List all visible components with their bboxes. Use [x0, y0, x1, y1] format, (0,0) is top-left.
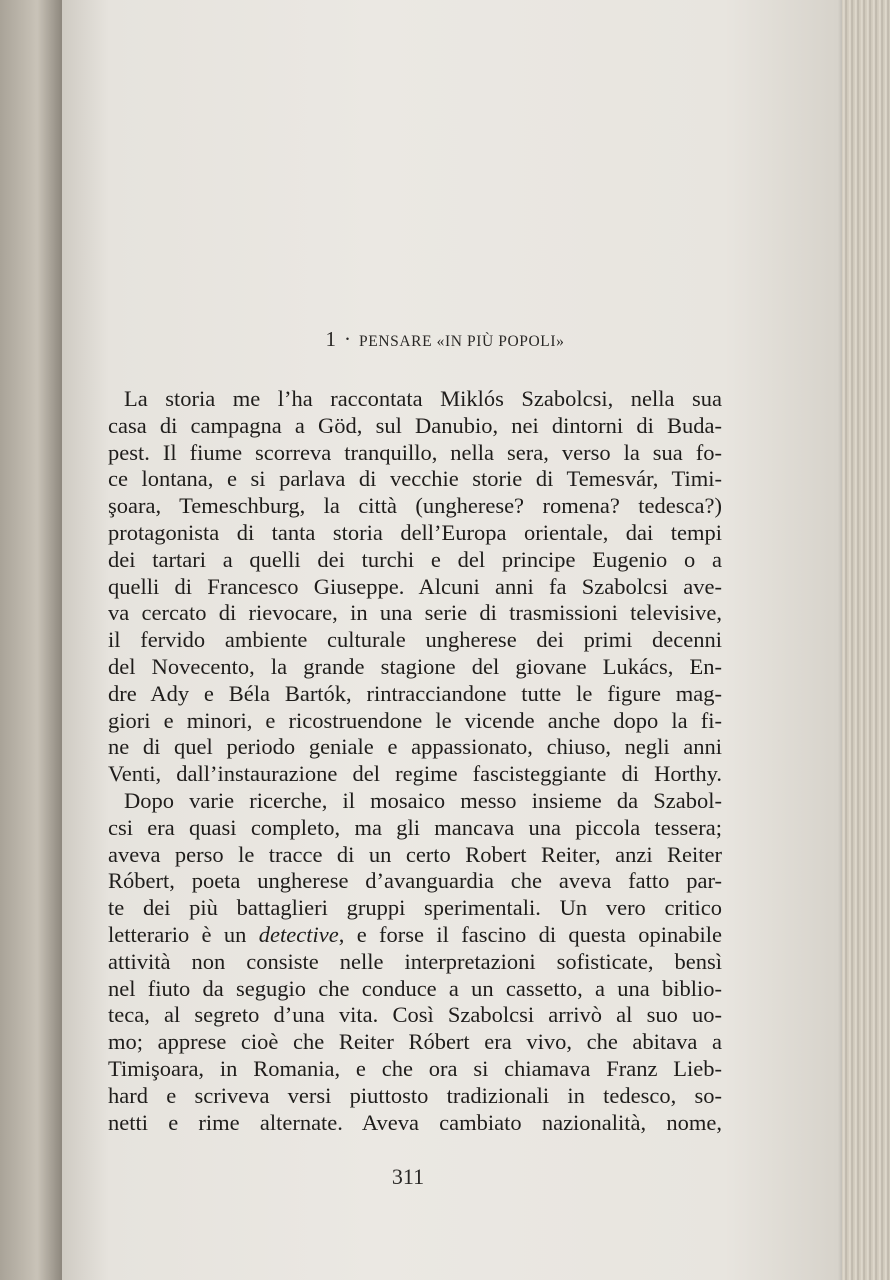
chapter-number: 1: [325, 327, 337, 351]
justified-line-content: va cercato di rievocare, in una serie di trasmissioni televisive,: [108, 600, 722, 626]
text-line: [108, 493, 722, 520]
justified-line-content: il fervido ambiente culturale ungherese dei primi decenni: [108, 627, 722, 653]
text-line: [108, 440, 722, 467]
text-line: [108, 734, 722, 761]
justified-line-content: Timişoara, in Romania, e che ora si chiamava Franz Lieb-: [108, 1055, 722, 1081]
text-line: [108, 868, 722, 895]
justified-line-content: [108, 922, 722, 949]
text-line: [108, 386, 722, 413]
text-line: [108, 547, 722, 574]
text-line: [108, 761, 722, 788]
justified-line-content: mo; apprese cioè che Reiter Róbert era vivo, che abitava a: [108, 1029, 722, 1055]
justified-line-content: teca, al segreto d’una vita. Così Szabolcsi arrivò al suo uo-: [108, 1002, 722, 1028]
text-line: [108, 1083, 722, 1110]
text-line: [108, 654, 722, 681]
text-line: [108, 708, 722, 735]
justified-line-content: dre Ady e Béla Bartók, rintracciandone tutte le figure mag-: [108, 680, 722, 706]
justified-line-content: hard e scriveva versi piuttosto tradizionali in tedesco, so-: [108, 1082, 722, 1108]
text-line: [108, 949, 722, 976]
chapter-title: PENSARE «IN PIÙ POPOLI»: [359, 333, 565, 350]
text-line: [108, 1110, 722, 1137]
paragraph: [108, 788, 722, 1136]
justified-line-content: dei tartari a quelli dei turchi e del principe Eugenio o a: [108, 546, 722, 572]
text-segment: letterario è un: [108, 921, 259, 947]
chapter-heading: [0, 326, 890, 355]
justified-line-content: Róbert, poeta ungherese d’avanguardia che aveva fatto par-: [108, 868, 722, 894]
text-line: [108, 681, 722, 708]
page-number: 311: [391, 1164, 425, 1189]
justified-line-content: nel fiuto da segugio che conduce a un cassetto, a una biblio-: [108, 975, 722, 1001]
text-line: [108, 600, 722, 627]
text-line: [108, 1056, 722, 1083]
justified-line-content: şoara, Temeschburg, la città (ungherese? romena? tedesca?): [108, 493, 722, 519]
justified-line-content: Dopo varie ricerche, il mosaico messo insieme da Szabol-: [124, 787, 722, 813]
justified-line-content: aveva perso le tracce di un certo Robert Reiter, anzi Reiter: [108, 841, 722, 867]
justified-line-content: casa di campagna a Göd, sul Danubio, nei dintorni di Buda-: [108, 412, 722, 438]
justified-line-content: netti e rime alternate. Aveva cambiato nazionalità, nome,: [108, 1109, 722, 1135]
justified-line-content: del Novecento, la grande stagione del giovane Lukács, En-: [108, 653, 722, 679]
text-line: [108, 976, 722, 1003]
text-line: [108, 788, 722, 815]
page-stack-edges: [842, 0, 890, 1280]
text-line: [108, 466, 722, 493]
text-segment: , e forse il fascino di questa opinabile: [338, 921, 722, 947]
justified-line-content: Venti, dall’instaurazione del regime fascisteggiante di Horthy.: [108, 761, 722, 787]
italic-word: detective: [258, 921, 339, 947]
text-line: [108, 815, 722, 842]
body-text: [108, 386, 722, 1136]
paragraph: [108, 386, 722, 788]
text-line: [108, 1029, 722, 1056]
facing-page-edge: [0, 0, 62, 1280]
text-line: [108, 1002, 722, 1029]
justified-line-content: La storia me l’ha raccontata Miklós Szabolcsi, nella sua: [124, 386, 722, 411]
justified-line-content: ce lontana, e si parlava di vecchie storie di Temesvár, Timi-: [108, 466, 722, 492]
text-line: [108, 413, 722, 440]
text-line: [108, 895, 722, 922]
text-line: [108, 574, 722, 601]
heading-separator: ·: [344, 327, 352, 351]
text-line: [108, 922, 722, 949]
justified-line-content: protagonista di tanta storia dell’Europa orientale, dai tempi: [108, 519, 722, 545]
justified-line-content: giori e minori, e ricostruendone le vicende anche dopo la fi-: [108, 707, 722, 733]
justified-line-content: te dei più battaglieri gruppi sperimentali. Un vero critico: [108, 895, 722, 921]
justified-line-content: pest. Il fiume scorreva tranquillo, nella sera, verso la sua fo-: [108, 439, 722, 465]
text-line: [108, 627, 722, 654]
text-line: [108, 520, 722, 547]
justified-line-content: quelli di Francesco Giuseppe. Alcuni anni fa Szabolcsi ave-: [108, 573, 722, 599]
justified-line-content: csi era quasi completo, ma gli mancava una piccola tessera;: [108, 814, 722, 840]
text-line: [108, 842, 722, 869]
justified-line-content: ne di quel periodo geniale e appassionato, chiuso, negli anni: [108, 734, 722, 760]
justified-line-content: attività non consiste nelle interpretazioni sofisticate, bensì: [108, 948, 722, 974]
